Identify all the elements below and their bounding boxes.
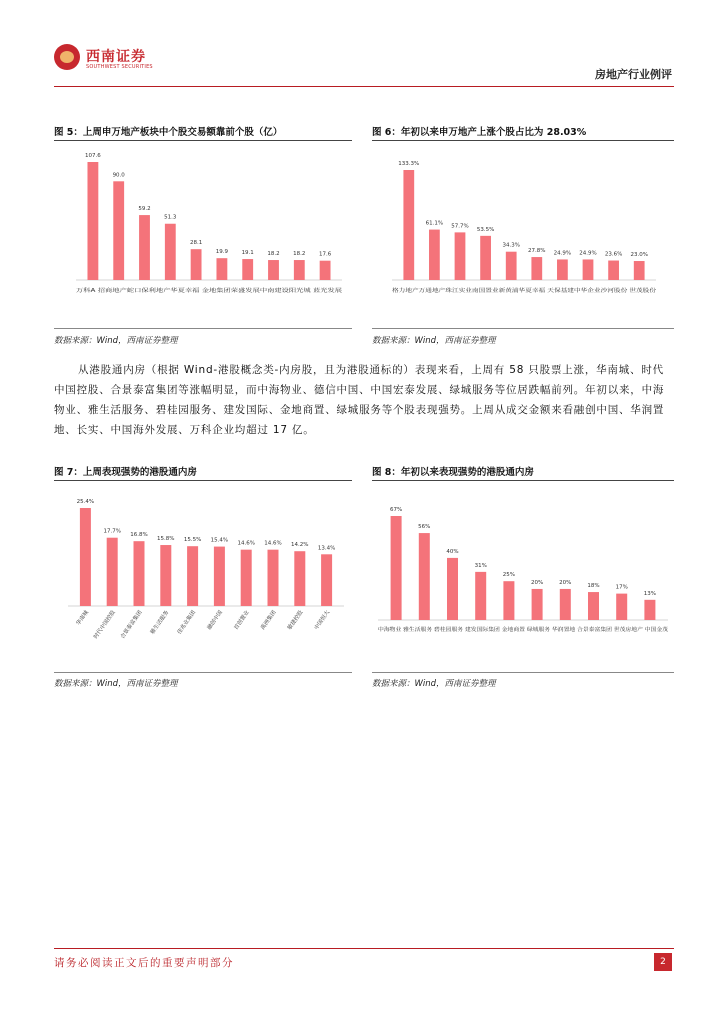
fig6-top-rule bbox=[372, 140, 674, 141]
bar-value-label: 56% bbox=[418, 524, 431, 531]
bar bbox=[588, 592, 599, 620]
bar bbox=[268, 550, 279, 606]
bar-value-label: 18.2 bbox=[267, 251, 280, 258]
bar-value-label: 13% bbox=[643, 590, 657, 597]
fig5-chart bbox=[54, 142, 352, 322]
bar bbox=[165, 224, 176, 280]
bar-value-label: 15.8% bbox=[157, 536, 175, 543]
bar bbox=[242, 259, 253, 280]
bar bbox=[320, 261, 331, 280]
fig8-title: 图 8：年初以来表现强势的港股通内房 bbox=[372, 467, 534, 478]
category-label: 首创置业 bbox=[233, 609, 251, 632]
bar-value-label: 31% bbox=[474, 562, 487, 569]
category-label: 佳兆业集团 bbox=[176, 609, 198, 636]
bar-value-label: 23.0% bbox=[630, 252, 648, 259]
bar bbox=[480, 236, 491, 280]
bar bbox=[608, 261, 619, 280]
category-label-strip: 格力地产万通地产珠江实业南国置业新黄浦华夏幸福 天保基建中华企业沙河股份 世茂股份 bbox=[392, 288, 598, 294]
bar bbox=[560, 589, 571, 620]
bar-value-label: 14.2% bbox=[291, 542, 309, 549]
page-number: 2 bbox=[654, 953, 672, 971]
bar-value-label: 17% bbox=[615, 584, 628, 591]
bar-value-label: 20% bbox=[559, 579, 572, 586]
bar-value-label: 40% bbox=[446, 548, 459, 555]
bar bbox=[455, 232, 466, 280]
logo-mark-icon bbox=[54, 44, 80, 70]
bar-value-label: 27.8% bbox=[528, 248, 546, 255]
bar-value-label: 61.1% bbox=[425, 220, 444, 227]
fig6-chart bbox=[372, 142, 674, 322]
fig7-title: 图 7：上周表现强势的港股通内房 bbox=[54, 467, 197, 478]
bar bbox=[160, 545, 171, 606]
bar-value-label: 24.9% bbox=[579, 250, 597, 257]
bar-value-label: 15.5% bbox=[183, 537, 202, 544]
fig6-source: 数据来源：Wind，西南证券整理 bbox=[372, 336, 496, 346]
fig8-chart bbox=[372, 482, 674, 668]
bar bbox=[134, 541, 145, 606]
bar-value-label: 133.3% bbox=[398, 161, 420, 167]
fig8-top-rule bbox=[372, 480, 674, 481]
report-type: 房地产行业例评 bbox=[595, 68, 672, 81]
brand-name-en: SOUTHWEST SECURITIES bbox=[86, 64, 153, 70]
bar bbox=[532, 589, 543, 620]
bar-value-label: 53.5% bbox=[476, 226, 495, 233]
bar bbox=[403, 170, 414, 280]
bar-value-label: 23.6% bbox=[604, 251, 623, 258]
bar-value-label: 13.4% bbox=[317, 545, 336, 552]
bar bbox=[268, 260, 279, 280]
bar-value-label: 67% bbox=[389, 507, 403, 513]
header-divider bbox=[54, 86, 674, 87]
bar bbox=[506, 252, 517, 280]
bar bbox=[113, 181, 124, 280]
bar bbox=[557, 259, 568, 280]
bar bbox=[583, 259, 594, 280]
bar bbox=[634, 261, 645, 280]
bar bbox=[216, 258, 227, 280]
bar-value-label: 14.6% bbox=[237, 540, 255, 547]
bar bbox=[294, 551, 305, 606]
bar bbox=[644, 600, 655, 620]
fig5-title: 图 5：上周申万地产板块中个股交易额靠前个股（亿） bbox=[54, 127, 283, 138]
fig5-bottom-rule bbox=[54, 328, 352, 329]
category-label: 中国恒大 bbox=[313, 609, 332, 632]
fig8-source: 数据来源：Wind，西南证券整理 bbox=[372, 679, 496, 689]
category-label: 敏捷控股 bbox=[286, 609, 305, 632]
bar-value-label: 24.9% bbox=[553, 250, 572, 257]
fig8-bottom-rule bbox=[372, 672, 674, 673]
fig5-source: 数据来源：Wind，西南证券整理 bbox=[54, 336, 178, 346]
fig7-bottom-rule bbox=[54, 672, 352, 673]
bar bbox=[419, 533, 430, 620]
footer-disclaimer: 请务必阅读正文后的重要声明部分 bbox=[54, 957, 234, 969]
bar bbox=[391, 516, 402, 620]
bar bbox=[503, 581, 514, 620]
bar bbox=[321, 554, 332, 606]
bar-value-label: 18.2 bbox=[293, 251, 306, 258]
bar-value-label: 17.7% bbox=[103, 528, 121, 535]
bar-value-label: 20% bbox=[530, 579, 544, 586]
fig7-source: 数据来源：Wind，西南证券整理 bbox=[54, 679, 178, 689]
category-label: 华南城 bbox=[75, 609, 91, 627]
bar-value-label: 57.7% bbox=[451, 223, 469, 230]
bar-value-label: 51.3 bbox=[164, 214, 177, 221]
bar bbox=[475, 572, 486, 620]
category-label-strip: 万科A 招商地产蛇口保利地产华夏幸福 金地集团荣盛发展中南建设阳光城 蓝光发展 bbox=[76, 288, 267, 294]
body-paragraph: 从港股通内房（根据 Wind-港股概念类-内房股，且为港股通标的）表现来看，上周有 58 只股票上涨，华南城、时代中国控股、合景泰富集团等涨幅明显，而中海物业、德信中国、中国宏泰发展、绿城服务等位居跌幅前列。年初以来，中海物业、雅生活服务、碧桂园服务、建发国际、金地商置、绿城服务等个股表现强势。上周从成交金额来看融创中国、华润置地、长实、中国海外发展、万科企业均超过 17 亿。 bbox=[54, 364, 665, 436]
bar bbox=[241, 550, 252, 606]
bar bbox=[191, 249, 202, 280]
category-label: 禹洲集团 bbox=[260, 609, 278, 632]
bar-value-label: 25% bbox=[502, 572, 516, 579]
category-label: 时代中国控股 bbox=[92, 609, 117, 641]
bar bbox=[294, 260, 305, 280]
bar bbox=[214, 547, 225, 606]
fig6-title: 图 6：年初以来申万地产上涨个股占比为 28.03% bbox=[372, 127, 587, 138]
bar bbox=[187, 546, 198, 606]
fig6-bottom-rule bbox=[372, 328, 674, 329]
category-label: 合景泰富集团 bbox=[119, 609, 144, 641]
bar bbox=[87, 162, 98, 280]
fig7-chart bbox=[54, 482, 352, 668]
bar-value-label: 18% bbox=[587, 583, 600, 590]
bar bbox=[429, 230, 440, 280]
footer-divider bbox=[54, 948, 674, 949]
bar-value-label: 59.2 bbox=[138, 206, 151, 213]
bar bbox=[616, 594, 627, 620]
brand-logo bbox=[54, 44, 154, 76]
bar bbox=[80, 508, 91, 606]
category-label-strip: 中海物业 雅生活服务 碧桂园服务 建发国际集团 金地商置 绿城服务 华润置地 合景泰富集团 世茂房地产 中国金茂 bbox=[378, 627, 637, 633]
bar-value-label: 25.4% bbox=[76, 499, 95, 505]
bar-value-label: 28.1 bbox=[189, 240, 203, 247]
bar bbox=[447, 558, 458, 620]
category-label: 融创中国 bbox=[206, 609, 225, 632]
bar bbox=[107, 538, 118, 606]
bar-value-label: 15.4% bbox=[210, 537, 229, 544]
bar-value-label: 107.6 bbox=[85, 153, 101, 159]
brand-name-cn: 西南证券 bbox=[86, 49, 146, 65]
bar-value-label: 90.0 bbox=[112, 172, 125, 179]
bar-value-label: 34.3% bbox=[502, 242, 520, 249]
bar bbox=[139, 215, 150, 280]
category-label: 雅生活服务 bbox=[149, 609, 171, 636]
bar-value-label: 17.6 bbox=[318, 251, 332, 258]
bar-value-label: 19.1 bbox=[241, 250, 254, 257]
bar bbox=[531, 257, 542, 280]
bar-value-label: 14.6% bbox=[264, 540, 282, 547]
fig7-top-rule bbox=[54, 480, 352, 481]
bar-value-label: 19.9 bbox=[215, 249, 229, 256]
bar-value-label: 16.8% bbox=[130, 532, 148, 539]
fig5-top-rule bbox=[54, 140, 352, 141]
